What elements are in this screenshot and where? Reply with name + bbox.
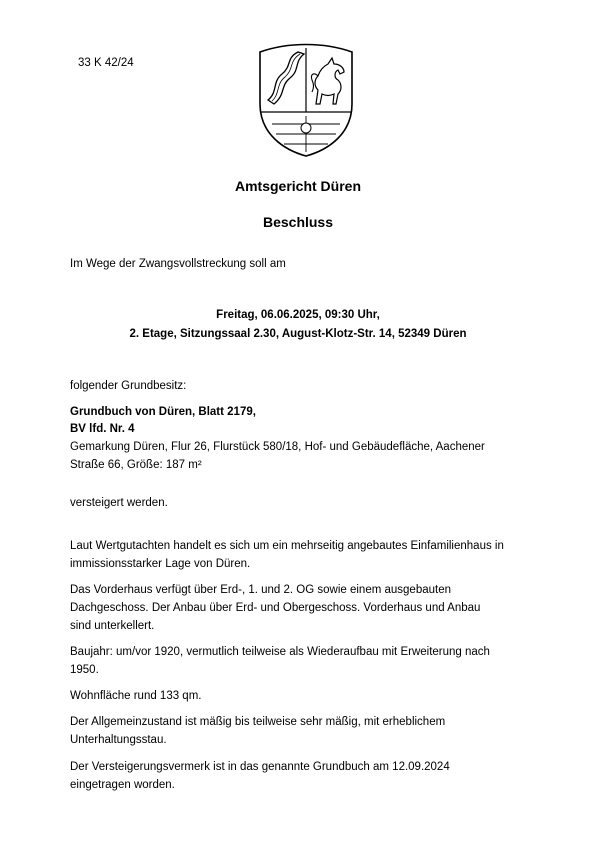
auction-text: versteigert werden. — [70, 497, 168, 509]
file-number: 33 K 42/24 — [78, 57, 134, 69]
court-title: Amtsgericht Düren — [234, 178, 362, 194]
paragraph-line: Dachgeschoss. Der Anbau über Erd- und Obergeschoss. Vorderhaus und Anbau — [70, 602, 481, 614]
paragraph-line: 1950. — [70, 664, 99, 676]
auction-date: Freitag, 06.06.2025, 09:30 Uhr, — [216, 309, 380, 321]
coat-of-arms-icon — [258, 40, 354, 158]
paragraph-line: immissionsstarker Lage von Düren. — [70, 558, 251, 570]
paragraph-line: Der Versteigerungsvermerk ist in das genannte Grundbuch am 12.09.2024 — [70, 761, 450, 773]
paragraph-line: Baujahr: um/vor 1920, vermutlich teilweise als Wiederaufbau mit Erweiterung nach — [70, 646, 490, 658]
paragraph-line: eingetragen worden. — [70, 779, 175, 791]
paragraph-line: Wohnfläche rund 133 qm. — [70, 690, 202, 702]
paragraph-line: Unterhaltungsstau. — [70, 734, 167, 746]
paragraph-line: Das Vorderhaus verfügt über Erd-, 1. und 2. OG sowie einem ausgebauten — [70, 584, 451, 596]
property-intro: folgender Grundbesitz: — [70, 380, 187, 392]
land-register: Grundbuch von Düren, Blatt 2179, — [70, 406, 256, 418]
parcel-line: Gemarkung Düren, Flur 26, Flurstück 580/18, Hof- und Gebäudefläche, Aachener — [70, 441, 485, 453]
parcel-line: Straße 66, Größe: 187 m² — [70, 459, 202, 471]
paragraph-line: sind unterkellert. — [70, 620, 155, 632]
paragraph-line: Laut Wertgutachten handelt es sich um ein mehrseitig angebautes Einfamilienhaus in — [70, 540, 504, 552]
document-type: Beschluss — [262, 214, 334, 230]
intro-text: Im Wege der Zwangsvollstreckung soll am — [70, 258, 286, 270]
paragraph-line: Der Allgemeinzustand ist mäßig bis teilweise sehr mäßig, mit erheblichem — [70, 716, 446, 728]
bv-number: BV lfd. Nr. 4 — [70, 423, 135, 435]
auction-location: 2. Etage, Sitzungssaal 2.30, August-Klotz-Str. 14, 52349 Düren — [129, 328, 467, 340]
